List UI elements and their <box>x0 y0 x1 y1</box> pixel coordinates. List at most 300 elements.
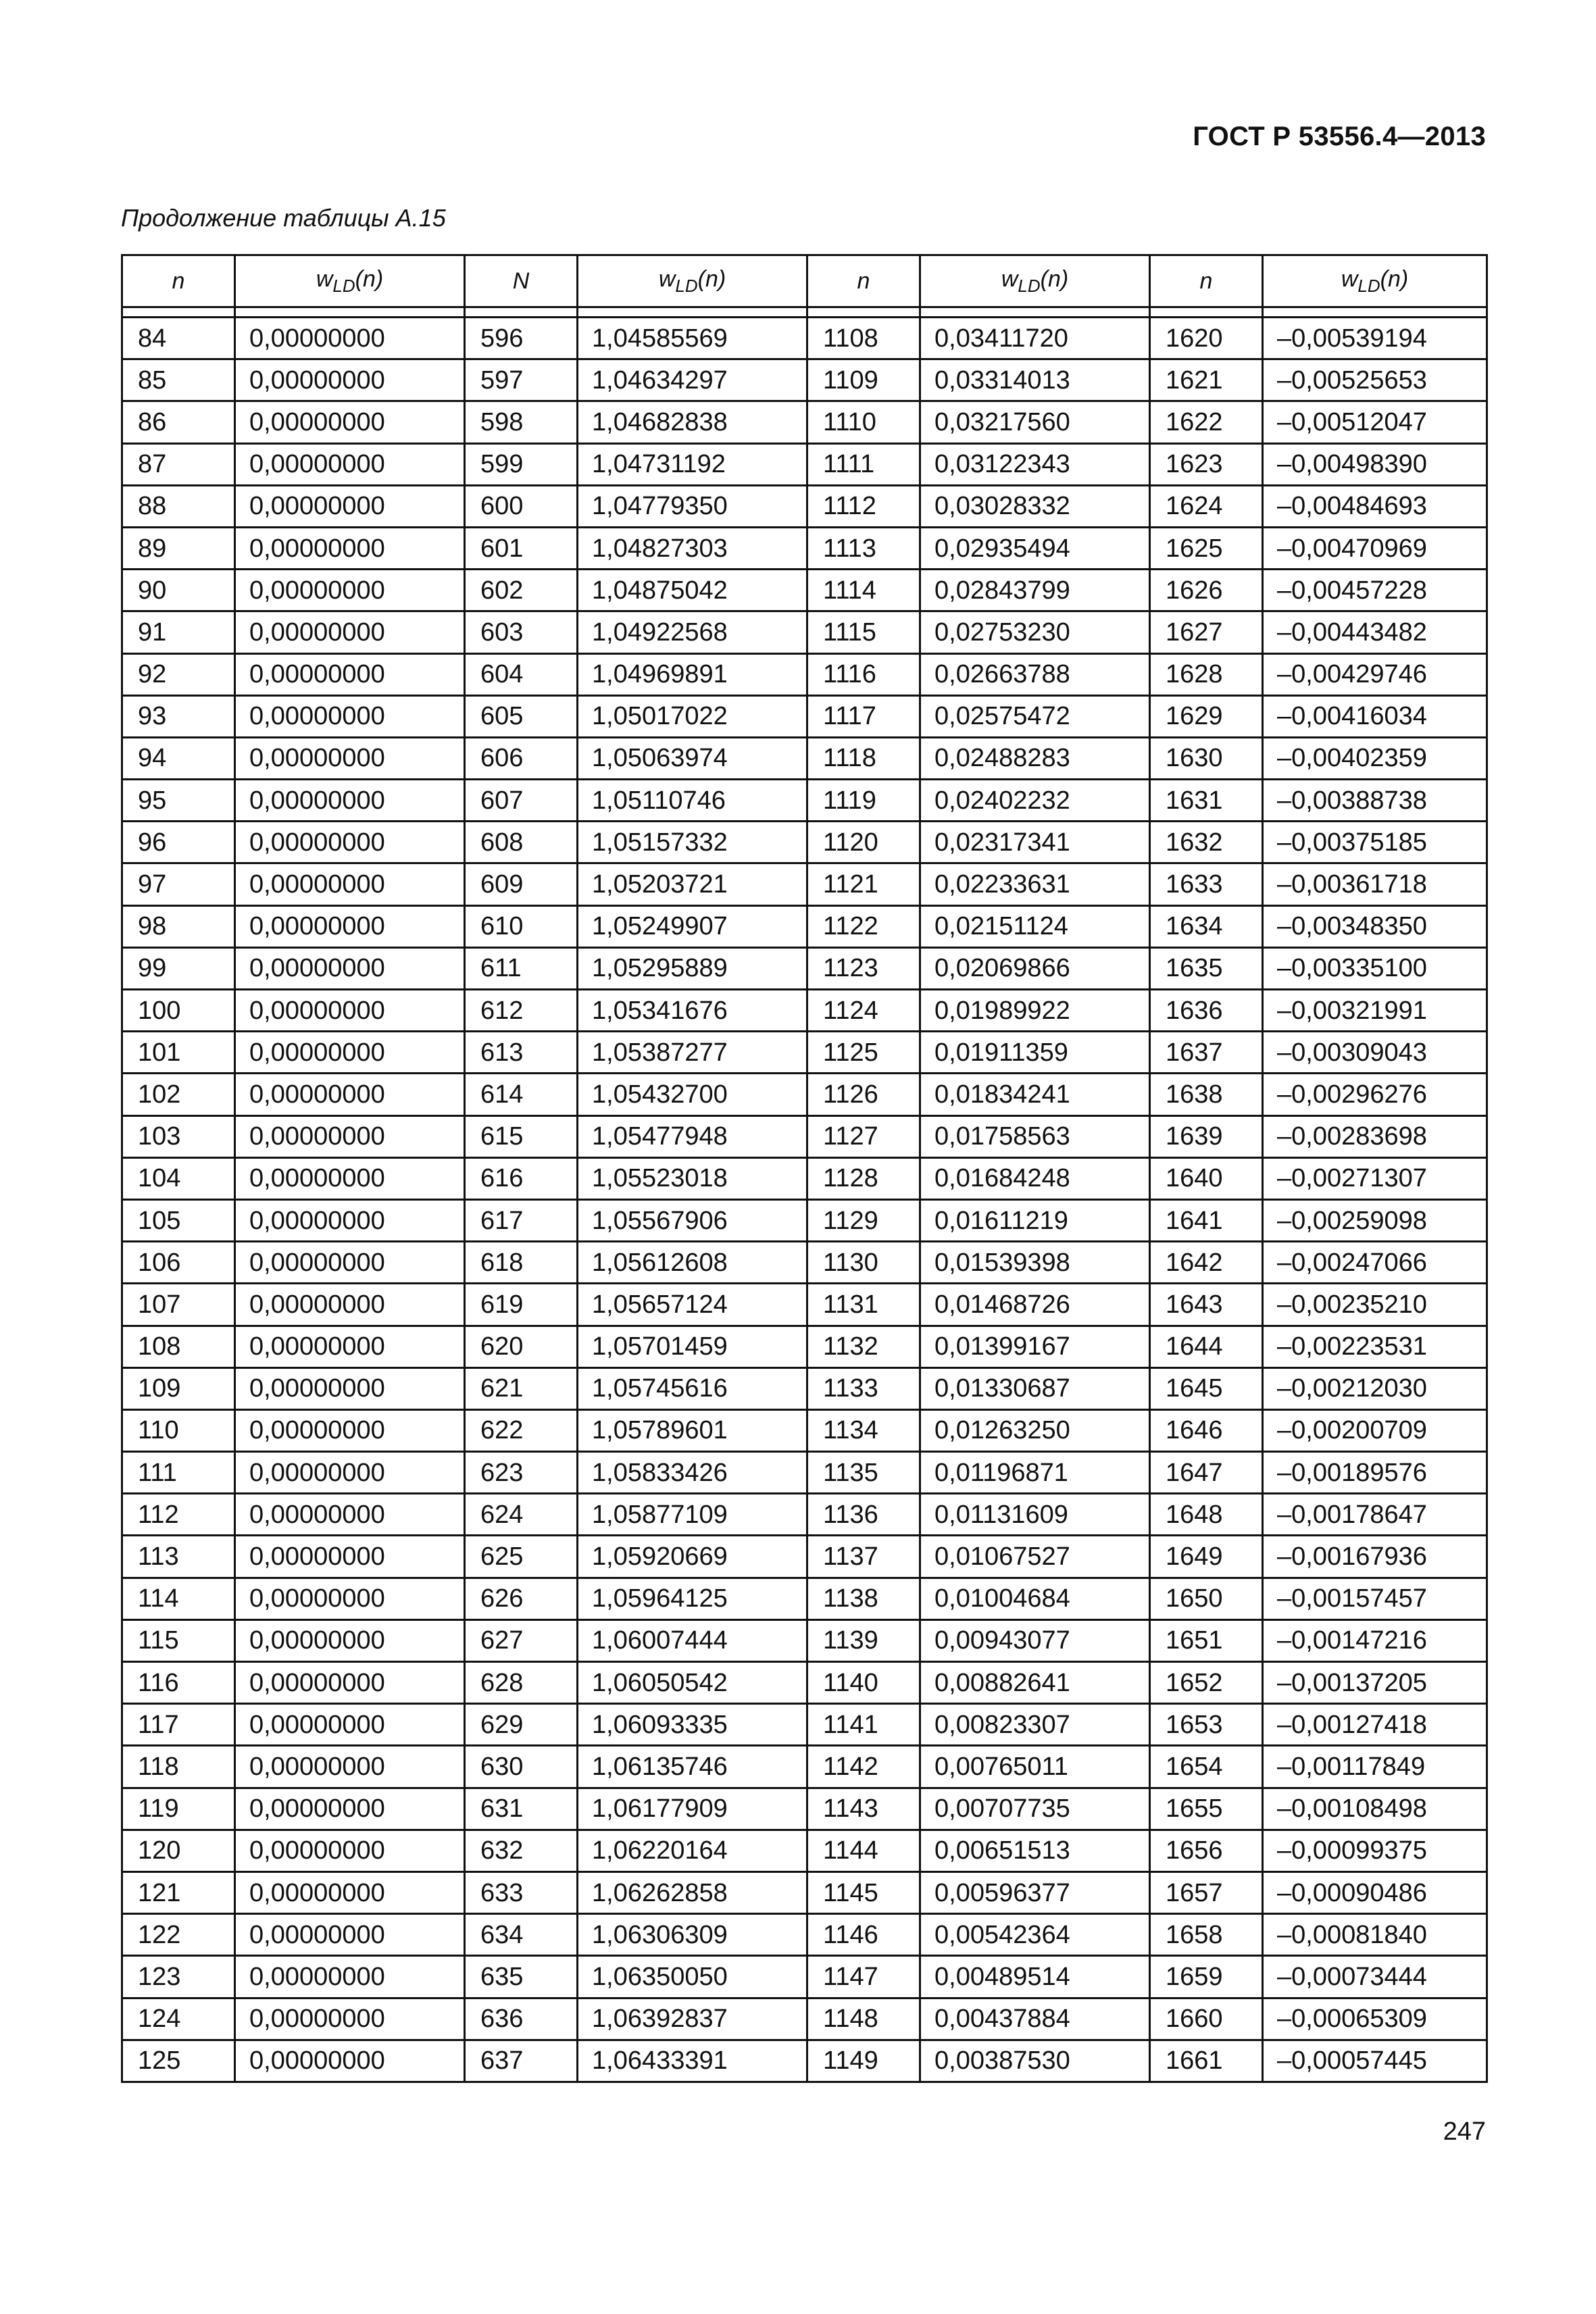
value-cell: 0,00882641 <box>920 1662 1150 1704</box>
value-cell: 1,04731192 <box>578 443 807 485</box>
col-header-wld-3: $w_{LD}(n)$ <box>920 255 1150 307</box>
table-row <box>122 1536 1487 1578</box>
index-cell: 607 <box>465 780 578 822</box>
table-row <box>122 318 1487 359</box>
index-cell: 1146 <box>807 1914 920 1956</box>
value-cell: 0,00823307 <box>920 1704 1150 1746</box>
value-cell: 0,00000000 <box>235 1242 465 1284</box>
index-cell: 84 <box>122 318 235 359</box>
index-cell: 1632 <box>1150 822 1263 863</box>
index-cell: 630 <box>465 1746 578 1788</box>
header-separator <box>122 307 1487 318</box>
index-cell: 624 <box>465 1494 578 1536</box>
index-cell: 1637 <box>1150 1032 1263 1074</box>
value-cell: 0,03411720 <box>920 318 1150 359</box>
index-cell: 119 <box>122 1788 235 1830</box>
col-header-wld-4: $w_{LD}(n)$ <box>1263 255 1487 307</box>
index-cell: 599 <box>465 443 578 485</box>
index-cell: 603 <box>465 611 578 653</box>
index-cell: 117 <box>122 1704 235 1746</box>
value-cell: 0,00000000 <box>235 527 465 569</box>
value-cell: 0,02488283 <box>920 737 1150 779</box>
table-row <box>122 1494 1487 1536</box>
index-cell: 1116 <box>807 653 920 695</box>
index-cell: 1621 <box>1150 359 1263 401</box>
value-cell: 0,00000000 <box>235 737 465 779</box>
value-cell: 0,01196871 <box>920 1452 1150 1494</box>
index-cell: 106 <box>122 1242 235 1284</box>
value-cell: 1,04969891 <box>578 653 807 695</box>
value-cell: –0,00525653 <box>1263 359 1487 401</box>
table-row <box>122 1115 1487 1157</box>
value-cell: 0,00000000 <box>235 318 465 359</box>
value-cell: 0,00000000 <box>235 695 465 737</box>
index-cell: 615 <box>465 1115 578 1157</box>
value-cell: –0,00443482 <box>1263 611 1487 653</box>
value-cell: 1,05249907 <box>578 905 807 947</box>
value-cell: 1,06093335 <box>578 1704 807 1746</box>
index-cell: 114 <box>122 1578 235 1619</box>
index-cell: 1138 <box>807 1578 920 1619</box>
index-cell: 1140 <box>807 1662 920 1704</box>
index-cell: 101 <box>122 1032 235 1074</box>
value-cell: 0,00000000 <box>235 780 465 822</box>
index-cell: 1658 <box>1150 1914 1263 1956</box>
table-row <box>122 1914 1487 1956</box>
value-cell: 0,00000000 <box>235 1367 465 1409</box>
value-cell: –0,00271307 <box>1263 1157 1487 1199</box>
index-cell: 1144 <box>807 1830 920 1871</box>
index-cell: 1122 <box>807 905 920 947</box>
index-cell: 1132 <box>807 1326 920 1367</box>
value-cell: 0,02935494 <box>920 527 1150 569</box>
value-cell: –0,00498390 <box>1263 443 1487 485</box>
value-cell: 1,06177909 <box>578 1788 807 1830</box>
value-cell: –0,00247066 <box>1263 1242 1487 1284</box>
index-cell: 1620 <box>1150 318 1263 359</box>
index-cell: 618 <box>465 1242 578 1284</box>
index-cell: 1126 <box>807 1074 920 1115</box>
value-cell: 0,00596377 <box>920 1871 1150 1913</box>
index-cell: 125 <box>122 2040 235 2082</box>
value-cell: –0,00416034 <box>1263 695 1487 737</box>
col-header-wld-1: $w_{LD}(n)$ <box>235 255 465 307</box>
value-cell: 0,00000000 <box>235 1199 465 1241</box>
value-cell: 0,03028332 <box>920 485 1150 527</box>
index-cell: 88 <box>122 485 235 527</box>
table-row <box>122 1326 1487 1367</box>
index-cell: 104 <box>122 1157 235 1199</box>
value-cell: 0,02575472 <box>920 695 1150 737</box>
table-row <box>122 2040 1487 2082</box>
index-cell: 1624 <box>1150 485 1263 527</box>
index-cell: 635 <box>465 1956 578 1998</box>
value-cell: –0,00065309 <box>1263 1998 1487 2040</box>
index-cell: 637 <box>465 2040 578 2082</box>
value-cell: 0,02233631 <box>920 863 1150 905</box>
table-row <box>122 1619 1487 1661</box>
value-cell: 0,00000000 <box>235 1662 465 1704</box>
col-header-wld-2: $w_{LD}(n)$ <box>578 255 807 307</box>
value-cell: 0,00000000 <box>235 2040 465 2082</box>
index-cell: 1129 <box>807 1199 920 1241</box>
table-row <box>122 401 1487 443</box>
index-cell: 1149 <box>807 2040 920 2082</box>
value-cell: 0,00387530 <box>920 2040 1150 2082</box>
table-row <box>122 1452 1487 1494</box>
index-cell: 1661 <box>1150 2040 1263 2082</box>
value-cell: 0,03217560 <box>920 401 1150 443</box>
index-cell: 620 <box>465 1326 578 1367</box>
index-cell: 116 <box>122 1662 235 1704</box>
index-cell: 94 <box>122 737 235 779</box>
value-cell: 1,06220164 <box>578 1830 807 1871</box>
index-cell: 1654 <box>1150 1746 1263 1788</box>
index-cell: 604 <box>465 653 578 695</box>
value-cell: 1,04875042 <box>578 570 807 611</box>
table-body <box>122 318 1487 2082</box>
table-row <box>122 527 1487 569</box>
index-cell: 1643 <box>1150 1284 1263 1326</box>
value-cell: 1,05612608 <box>578 1242 807 1284</box>
table-row <box>122 737 1487 779</box>
table-row <box>122 780 1487 822</box>
value-cell: 0,01067527 <box>920 1536 1150 1578</box>
index-cell: 120 <box>122 1830 235 1871</box>
index-cell: 1641 <box>1150 1199 1263 1241</box>
value-cell: 0,01911359 <box>920 1032 1150 1074</box>
value-cell: 0,01539398 <box>920 1242 1150 1284</box>
value-cell: –0,00335100 <box>1263 947 1487 989</box>
value-cell: 1,05432700 <box>578 1074 807 1115</box>
value-cell: 0,03122343 <box>920 443 1150 485</box>
value-cell: 1,05063974 <box>578 737 807 779</box>
value-cell: 0,00000000 <box>235 822 465 863</box>
index-cell: 107 <box>122 1284 235 1326</box>
index-cell: 616 <box>465 1157 578 1199</box>
index-cell: 1644 <box>1150 1326 1263 1367</box>
value-cell: 0,00000000 <box>235 1788 465 1830</box>
index-cell: 1117 <box>807 695 920 737</box>
value-cell: 0,00000000 <box>235 570 465 611</box>
value-cell: 1,05477948 <box>578 1115 807 1157</box>
index-cell: 115 <box>122 1619 235 1661</box>
value-cell: –0,00212030 <box>1263 1367 1487 1409</box>
value-cell: –0,00178647 <box>1263 1494 1487 1536</box>
value-cell: 0,00000000 <box>235 1956 465 1998</box>
value-cell: 1,06007444 <box>578 1619 807 1661</box>
index-cell: 1655 <box>1150 1788 1263 1830</box>
index-cell: 112 <box>122 1494 235 1536</box>
index-cell: 1626 <box>1150 570 1263 611</box>
value-cell: 0,00000000 <box>235 1326 465 1367</box>
index-cell: 1650 <box>1150 1578 1263 1619</box>
value-cell: 0,00000000 <box>235 1494 465 1536</box>
index-cell: 1143 <box>807 1788 920 1830</box>
value-cell: 0,00000000 <box>235 1536 465 1578</box>
value-cell: 1,05964125 <box>578 1578 807 1619</box>
index-cell: 625 <box>465 1536 578 1578</box>
value-cell: 1,05877109 <box>578 1494 807 1536</box>
index-cell: 623 <box>465 1452 578 1494</box>
index-cell: 1137 <box>807 1536 920 1578</box>
value-cell: –0,00137205 <box>1263 1662 1487 1704</box>
value-cell: 0,00000000 <box>235 905 465 947</box>
value-cell: –0,00375185 <box>1263 822 1487 863</box>
index-cell: 85 <box>122 359 235 401</box>
col-header-n-4: n <box>1150 255 1263 307</box>
value-cell: 0,00000000 <box>235 1452 465 1494</box>
index-cell: 1147 <box>807 1956 920 1998</box>
index-cell: 1649 <box>1150 1536 1263 1578</box>
index-cell: 1134 <box>807 1409 920 1451</box>
value-cell: 0,02843799 <box>920 570 1150 611</box>
value-cell: 1,06433391 <box>578 2040 807 2082</box>
index-cell: 111 <box>122 1452 235 1494</box>
index-cell: 622 <box>465 1409 578 1451</box>
value-cell: –0,00167936 <box>1263 1536 1487 1578</box>
value-cell: –0,00402359 <box>1263 737 1487 779</box>
col-header-n-3: n <box>807 255 920 307</box>
value-cell: –0,00296276 <box>1263 1074 1487 1115</box>
document-code: ГОСТ Р 53556.4—2013 <box>1193 122 1486 151</box>
value-cell: –0,00512047 <box>1263 401 1487 443</box>
index-cell: 1631 <box>1150 780 1263 822</box>
value-cell: 0,00000000 <box>235 1998 465 2040</box>
index-cell: 1133 <box>807 1367 920 1409</box>
index-cell: 1127 <box>807 1115 920 1157</box>
index-cell: 1640 <box>1150 1157 1263 1199</box>
index-cell: 1121 <box>807 863 920 905</box>
index-cell: 600 <box>465 485 578 527</box>
index-cell: 1657 <box>1150 1871 1263 1913</box>
value-cell: 0,00000000 <box>235 1830 465 1871</box>
value-cell: –0,00157457 <box>1263 1578 1487 1619</box>
value-cell: 1,04779350 <box>578 485 807 527</box>
index-cell: 103 <box>122 1115 235 1157</box>
value-cell: 0,00000000 <box>235 1914 465 1956</box>
index-cell: 1130 <box>807 1242 920 1284</box>
index-cell: 612 <box>465 990 578 1032</box>
index-cell: 636 <box>465 1998 578 2040</box>
value-cell: –0,00147216 <box>1263 1619 1487 1661</box>
value-cell: 1,04634297 <box>578 359 807 401</box>
index-cell: 1139 <box>807 1619 920 1661</box>
value-cell: 0,00000000 <box>235 611 465 653</box>
index-cell: 87 <box>122 443 235 485</box>
index-cell: 1123 <box>807 947 920 989</box>
index-cell: 596 <box>465 318 578 359</box>
index-cell: 1120 <box>807 822 920 863</box>
index-cell: 611 <box>465 947 578 989</box>
index-cell: 632 <box>465 1830 578 1871</box>
index-cell: 617 <box>465 1199 578 1241</box>
index-cell: 1648 <box>1150 1494 1263 1536</box>
value-cell: 1,05567906 <box>578 1199 807 1241</box>
index-cell: 606 <box>465 737 578 779</box>
value-cell: 1,05745616 <box>578 1367 807 1409</box>
page-number: 247 <box>1443 2117 1486 2146</box>
index-cell: 614 <box>465 1074 578 1115</box>
value-cell: 0,00000000 <box>235 1704 465 1746</box>
index-cell: 1660 <box>1150 1998 1263 2040</box>
value-cell: –0,00223531 <box>1263 1326 1487 1367</box>
table-row <box>122 1157 1487 1199</box>
index-cell: 1128 <box>807 1157 920 1199</box>
value-cell: 1,06135746 <box>578 1746 807 1788</box>
index-cell: 602 <box>465 570 578 611</box>
value-cell: 0,01989922 <box>920 990 1150 1032</box>
value-cell: –0,00108498 <box>1263 1788 1487 1830</box>
index-cell: 1125 <box>807 1032 920 1074</box>
table-row <box>122 485 1487 527</box>
index-cell: 1623 <box>1150 443 1263 485</box>
index-cell: 1115 <box>807 611 920 653</box>
value-cell: –0,00117849 <box>1263 1746 1487 1788</box>
value-cell: –0,00235210 <box>1263 1284 1487 1326</box>
value-cell: 1,05920669 <box>578 1536 807 1578</box>
value-cell: 0,02663788 <box>920 653 1150 695</box>
value-cell: 0,00000000 <box>235 1619 465 1661</box>
index-cell: 613 <box>465 1032 578 1074</box>
index-cell: 609 <box>465 863 578 905</box>
value-cell: –0,00090486 <box>1263 1871 1487 1913</box>
index-cell: 631 <box>465 1788 578 1830</box>
table-row <box>122 443 1487 485</box>
table-row <box>122 695 1487 737</box>
value-cell: 0,00542364 <box>920 1914 1150 1956</box>
table-row <box>122 822 1487 863</box>
table-row <box>122 990 1487 1032</box>
value-cell: 0,01131609 <box>920 1494 1150 1536</box>
index-cell: 598 <box>465 401 578 443</box>
index-cell: 621 <box>465 1367 578 1409</box>
value-cell: –0,00081840 <box>1263 1914 1487 1956</box>
value-cell: 0,01611219 <box>920 1199 1150 1241</box>
index-cell: 95 <box>122 780 235 822</box>
table-row <box>122 1409 1487 1451</box>
index-cell: 1630 <box>1150 737 1263 779</box>
value-cell: 0,00000000 <box>235 1871 465 1913</box>
index-cell: 1645 <box>1150 1367 1263 1409</box>
table-row <box>122 1199 1487 1241</box>
value-cell: –0,00057445 <box>1263 2040 1487 2082</box>
table-row <box>122 1788 1487 1830</box>
value-cell: 0,00000000 <box>235 1746 465 1788</box>
table-row <box>122 1830 1487 1871</box>
value-cell: 1,05157332 <box>578 822 807 863</box>
index-cell: 629 <box>465 1704 578 1746</box>
value-cell: 0,00000000 <box>235 1032 465 1074</box>
header-row <box>122 255 1487 307</box>
index-cell: 1145 <box>807 1871 920 1913</box>
index-cell: 1622 <box>1150 401 1263 443</box>
index-cell: 1124 <box>807 990 920 1032</box>
index-cell: 627 <box>465 1619 578 1661</box>
index-cell: 96 <box>122 822 235 863</box>
index-cell: 1633 <box>1150 863 1263 905</box>
index-cell: 610 <box>465 905 578 947</box>
index-cell: 1110 <box>807 401 920 443</box>
value-cell: 0,00437884 <box>920 1998 1150 2040</box>
value-cell: 1,05789601 <box>578 1409 807 1451</box>
value-cell: –0,00361718 <box>1263 863 1487 905</box>
value-cell: 0,00000000 <box>235 485 465 527</box>
index-cell: 1108 <box>807 318 920 359</box>
index-cell: 633 <box>465 1871 578 1913</box>
value-cell: –0,00200709 <box>1263 1409 1487 1451</box>
value-cell: 1,05657124 <box>578 1284 807 1326</box>
index-cell: 1647 <box>1150 1452 1263 1494</box>
value-cell: 1,05110746 <box>578 780 807 822</box>
index-cell: 608 <box>465 822 578 863</box>
table-row <box>122 1662 1487 1704</box>
index-cell: 1646 <box>1150 1409 1263 1451</box>
value-cell: 0,00707735 <box>920 1788 1150 1830</box>
index-cell: 628 <box>465 1662 578 1704</box>
index-cell: 1627 <box>1150 611 1263 653</box>
value-cell: 0,00000000 <box>235 443 465 485</box>
value-cell: 0,00000000 <box>235 1074 465 1115</box>
index-cell: 113 <box>122 1536 235 1578</box>
value-cell: –0,00470969 <box>1263 527 1487 569</box>
value-cell: 1,05203721 <box>578 863 807 905</box>
value-cell: 1,04922568 <box>578 611 807 653</box>
value-cell: –0,00189576 <box>1263 1452 1487 1494</box>
value-cell: 1,06350050 <box>578 1956 807 1998</box>
index-cell: 109 <box>122 1367 235 1409</box>
value-cell: 0,01399167 <box>920 1326 1150 1367</box>
index-cell: 1638 <box>1150 1074 1263 1115</box>
table-row <box>122 1956 1487 1998</box>
value-cell: 1,06262858 <box>578 1871 807 1913</box>
value-cell: 1,06050542 <box>578 1662 807 1704</box>
value-cell: –0,00283698 <box>1263 1115 1487 1157</box>
table-row <box>122 905 1487 947</box>
table-row <box>122 1746 1487 1788</box>
value-cell: –0,00457228 <box>1263 570 1487 611</box>
value-cell: 0,00000000 <box>235 401 465 443</box>
index-cell: 92 <box>122 653 235 695</box>
value-cell: 1,05523018 <box>578 1157 807 1199</box>
table-row <box>122 1284 1487 1326</box>
value-cell: 0,00000000 <box>235 1409 465 1451</box>
value-cell: –0,00073444 <box>1263 1956 1487 1998</box>
index-cell: 86 <box>122 401 235 443</box>
value-cell: –0,00539194 <box>1263 318 1487 359</box>
index-cell: 1118 <box>807 737 920 779</box>
index-cell: 601 <box>465 527 578 569</box>
index-cell: 1629 <box>1150 695 1263 737</box>
value-cell: 1,05833426 <box>578 1452 807 1494</box>
index-cell: 97 <box>122 863 235 905</box>
value-cell: 1,05387277 <box>578 1032 807 1074</box>
index-cell: 1628 <box>1150 653 1263 695</box>
value-cell: 0,02069866 <box>920 947 1150 989</box>
table-caption: Продолжение таблицы А.15 <box>121 204 446 232</box>
index-cell: 1111 <box>807 443 920 485</box>
table-row <box>122 947 1487 989</box>
col-header-n-2: N <box>465 255 578 307</box>
value-cell: –0,00429746 <box>1263 653 1487 695</box>
value-cell: 0,03314013 <box>920 359 1150 401</box>
value-cell: –0,00309043 <box>1263 1032 1487 1074</box>
index-cell: 605 <box>465 695 578 737</box>
index-cell: 1634 <box>1150 905 1263 947</box>
index-cell: 1135 <box>807 1452 920 1494</box>
value-cell: –0,00259098 <box>1263 1199 1487 1241</box>
table-row <box>122 1074 1487 1115</box>
